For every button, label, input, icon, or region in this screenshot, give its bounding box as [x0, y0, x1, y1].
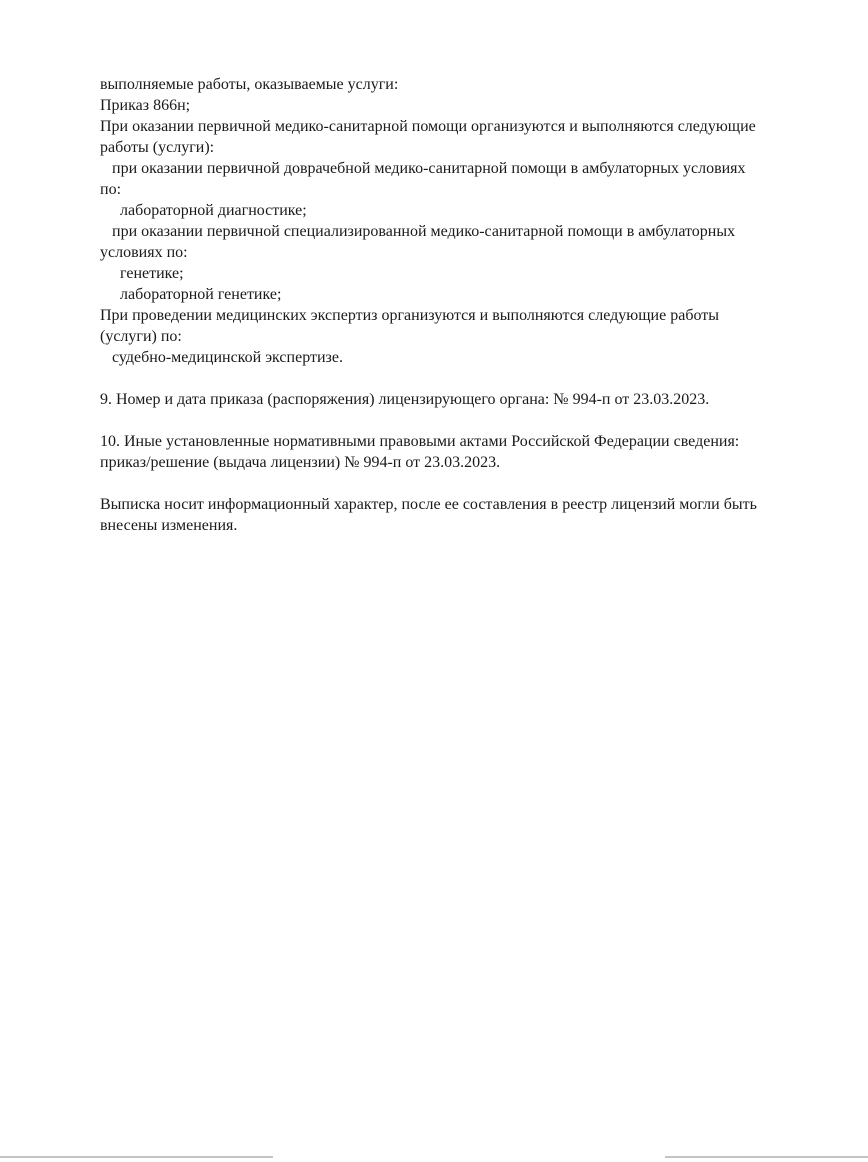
document-line: приказ/решение (выдача лицензии) № 994-п от 23.03.2023.: [100, 454, 501, 471]
document-page-text: [100, 74, 850, 536]
next-page-top-edge-left: [0, 1156, 273, 1158]
document-line-blank: [100, 410, 850, 431]
document-line: Приказ 866н;: [100, 97, 191, 114]
document-line: При оказании первичной медико-санитарной помощи организуются и выполняются следующие: [100, 118, 756, 135]
document-line: 10. Иные установленные нормативными правовыми актами Российской Федерации сведения:: [100, 433, 740, 450]
next-page-top-edge-right: [665, 1156, 868, 1158]
document-line: (услуги) по:: [100, 328, 182, 345]
document-line: условиях по:: [100, 244, 188, 261]
document-line: генетике;: [100, 265, 184, 282]
document-line: по:: [100, 181, 122, 198]
document-line: лабораторной генетике;: [100, 286, 282, 303]
document-line: работы (услуги):: [100, 139, 215, 156]
document-line: Выписка носит информационный характер, после ее составления в реестр лицензий могли быть: [100, 496, 757, 513]
document-line: 9. Номер и дата приказа (распоряжения) лицензирующего органа: № 994-п от 23.03.2023.: [100, 391, 710, 408]
document-line: при оказании первичной доврачебной медико-санитарной помощи в амбулаторных условиях: [100, 160, 746, 177]
document-line: лабораторной диагностике;: [100, 202, 307, 219]
document-line-blank: [100, 368, 850, 389]
document-line-blank: [100, 473, 850, 494]
document-line: при оказании первичной специализированной медико-санитарной помощи в амбулаторных: [100, 223, 736, 240]
document-line: судебно-медицинской экспертизе.: [100, 349, 343, 366]
document-line: внесены изменения.: [100, 517, 238, 534]
document-line: При проведении медицинских экспертиз организуются и выполняются следующие работы: [100, 307, 719, 324]
document-line: выполняемые работы, оказываемые услуги:: [100, 76, 399, 93]
